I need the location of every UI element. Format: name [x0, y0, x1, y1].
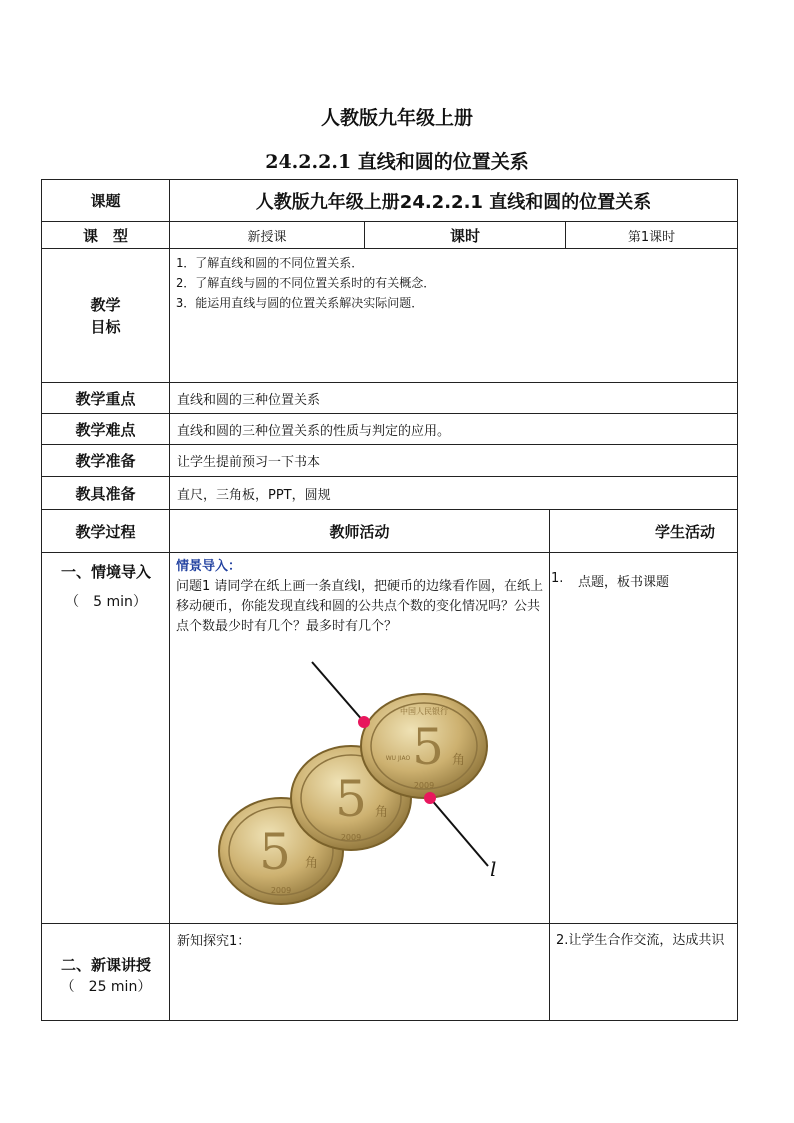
tools-label: 教具准备 — [41, 476, 170, 510]
goals-label-line2: 目标 — [90, 317, 121, 336]
section2-label-cell — [41, 923, 170, 1021]
type-value: 新授课 — [169, 221, 365, 249]
topic-value: 人教版九年级上册24.2.2.1 直线和圆的位置关系 — [169, 179, 738, 222]
document-subtitle: 24.2.2.1 直线和圆的位置关系 — [265, 151, 529, 173]
coin-3-year: 2009 — [413, 781, 435, 790]
period-label: 课时 — [364, 221, 566, 249]
process-header: 教学过程 — [41, 509, 170, 553]
goal-item: 3．能运用直线与圆的位置关系解决实际问题． — [176, 296, 424, 310]
coin-2-year: 2009 — [340, 833, 362, 842]
section2-student-text: 2.让学生合作交流，达成共识 — [556, 933, 725, 948]
section1-student-text: 点题，板书课题 — [578, 575, 670, 590]
type-label: 课 型 — [41, 221, 170, 249]
coin-3-value: 5 — [412, 718, 444, 776]
difficulty-label: 教学难点 — [41, 413, 170, 445]
section1-student-number: 1. — [551, 571, 564, 586]
section1-question: 问题1 请同学在纸上画一条直线l，把硬币的边缘看作圆，在纸上移动硬币，你能发现直线和圆的公共点个数的变化情况吗？公共点个数最少时有几个？最多时有几个？ — [176, 579, 544, 634]
section2-text: 新知探究1： — [177, 934, 251, 949]
tools-value: 直尺，三角板，PPT，圆规 — [169, 476, 738, 510]
prep-value: 让学生提前预习一下书本 — [169, 444, 738, 477]
section1-teacher-cell — [169, 552, 550, 924]
goals-label — [41, 248, 170, 383]
line-l-label: l — [490, 857, 497, 881]
section2-student-cell — [549, 923, 738, 1021]
goal-item: 1．了解直线和圆的不同位置关系． — [176, 256, 364, 270]
goal-item: 2．了解直线与圆的不同位置关系时的有关概念． — [176, 276, 436, 290]
prep-label: 教学准备 — [41, 444, 170, 477]
section1-time: （ 5 min） — [65, 594, 147, 610]
coin-1-unit: 角 — [305, 856, 319, 871]
tangent-point-upper — [358, 716, 370, 728]
coin-3-pinyin: WU JIAO — [385, 755, 411, 762]
section1-content — [170, 553, 549, 641]
section2-time: （ 25 min） — [60, 979, 152, 995]
coin-1-year: 2009 — [270, 886, 292, 895]
line-l-lower — [430, 798, 488, 866]
section1-label-cell — [41, 552, 170, 924]
section1-heading: 情景导入： — [176, 559, 242, 574]
coins-figure — [170, 658, 549, 918]
teacher-header: 教师活动 — [169, 509, 550, 553]
difficulty-value: 直线和圆的三种位置关系的性质与判定的应用。 — [169, 413, 738, 445]
coin-2-value: 5 — [335, 770, 367, 828]
coin-1-value: 5 — [259, 823, 291, 881]
key-label: 教学重点 — [41, 382, 170, 414]
document-title: 人教版九年级上册 — [320, 107, 473, 129]
line-l-upper — [312, 662, 364, 722]
coin-3 — [361, 694, 487, 798]
topic-label: 课题 — [41, 179, 170, 222]
coin-2-unit: 角 — [375, 805, 389, 820]
section2-name: 二、新课讲授 — [60, 956, 151, 974]
student-header: 学生活动 — [549, 509, 738, 553]
goals-list — [169, 248, 738, 383]
section1-name: 一、情境导入 — [60, 563, 151, 581]
coin-3-bank-text: 中国人民银行 — [400, 707, 448, 716]
section2-teacher-cell — [169, 923, 550, 1021]
coin-3-unit: 角 — [452, 753, 466, 768]
section1-student-cell — [549, 552, 738, 924]
period-value: 第1课时 — [565, 221, 738, 249]
tangent-point-lower — [424, 792, 436, 804]
key-value: 直线和圆的三种位置关系 — [169, 382, 738, 414]
goals-label-line1: 教学 — [90, 295, 121, 314]
